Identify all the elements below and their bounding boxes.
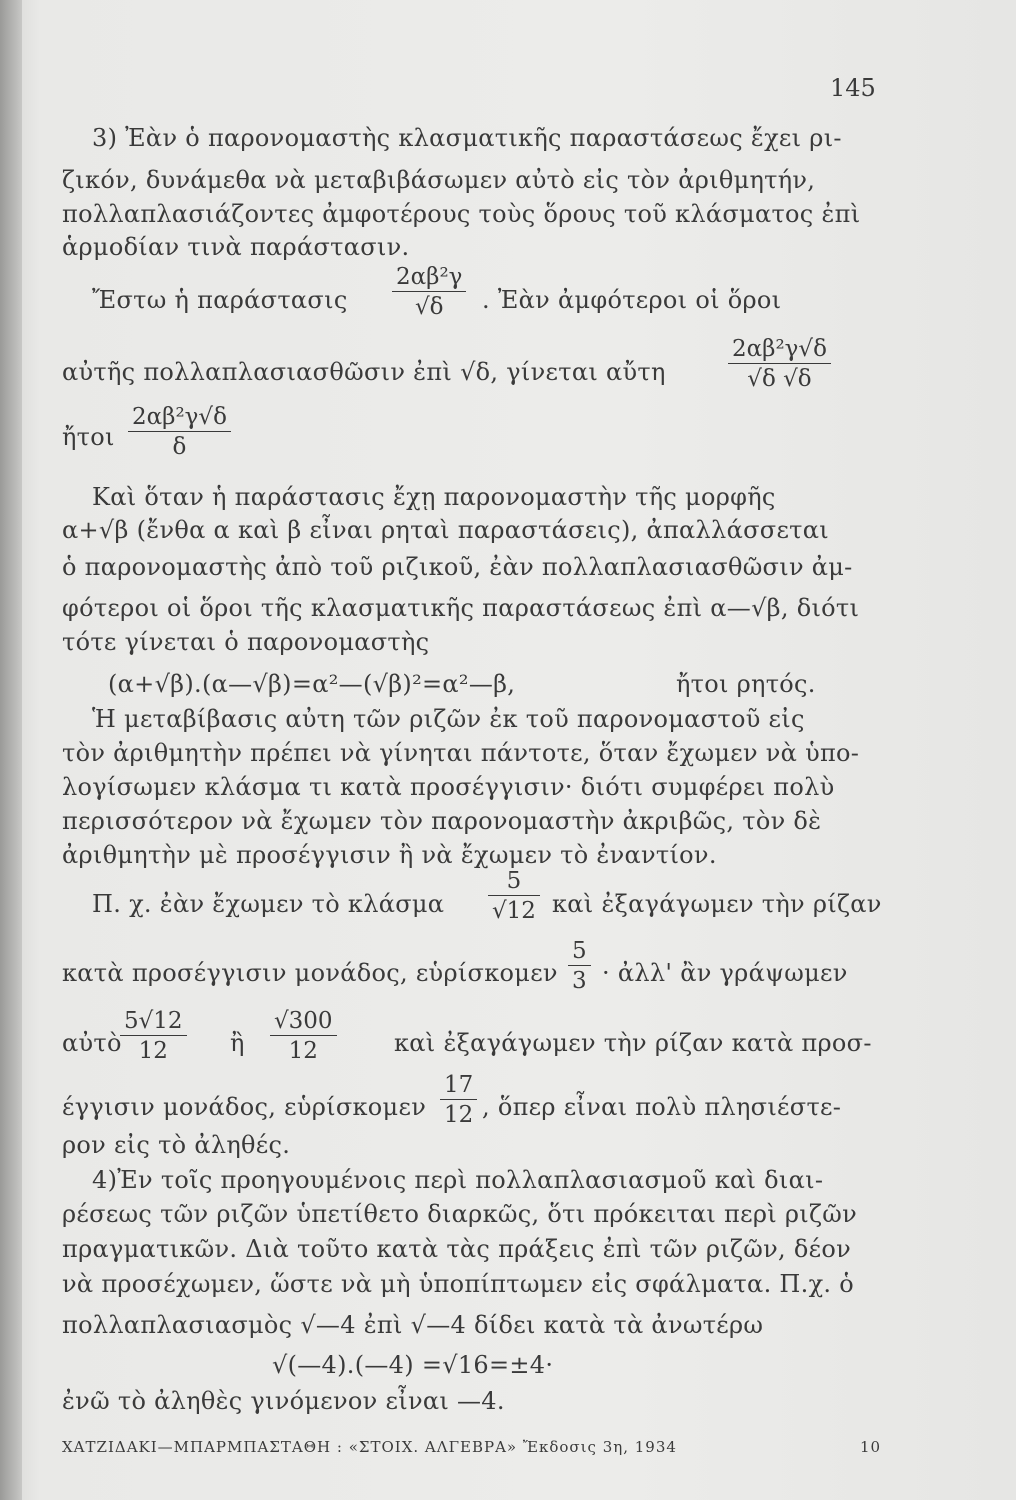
- text-line: . Ἐὰν ἀμφότεροι οἱ ὅροι: [482, 286, 782, 314]
- fraction-rationalized: 2αβ²γ√δ √δ √δ: [728, 336, 831, 392]
- text-line: ἤτοι ρητός.: [676, 670, 816, 698]
- text-line: , ὅπερ εἶναι πολὺ πλησιέστε-: [482, 1093, 842, 1121]
- text-line: πολλαπλασιασμὸς √—4 ἐπὶ √—4 δίδει κατὰ τὰ ἀνωτέρω: [62, 1311, 764, 1339]
- equation: (α+√β).(α—√β)=α²—(√β)²=α²—β,: [108, 670, 516, 698]
- text-line: Π. χ. ἐὰν ἔχωμεν τὸ κλάσμα: [92, 890, 445, 918]
- page-number: 145: [830, 74, 876, 102]
- text-line: ρον εἰς τὸ ἀληθές.: [62, 1131, 291, 1159]
- text-line: Καὶ ὅταν ἡ παράστασις ἔχῃ παρονομαστὴν τῆς μορφῆς: [92, 483, 776, 511]
- text-line: αὐτῆς πολλαπλασιασθῶσιν ἐπὶ √δ, γίνεται αὔτη: [62, 358, 666, 386]
- footer-imprint: ΧΑΤΖΙΔΑΚΙ—ΜΠΑΡΜΠΑΣΤΑΘΗ : «ΣΤΟΙΧ. ΑΛΓΕΒΡΑ» Ἔκδοσις 3η, 1934: [62, 1438, 677, 1456]
- fraction-5-over-root12: 5 √12: [488, 868, 540, 924]
- fraction-root300-over-12: √300 12: [270, 1008, 337, 1064]
- text-line: φότεροι οἱ ὅροι τῆς κλασματικῆς παραστάσεως ἐπὶ α—√β, διότι: [62, 594, 860, 622]
- equation: √(—4).(—4) =√16=±4·: [272, 1351, 554, 1379]
- text-line: κατὰ προσέγγισιν μονάδος, εὑρίσκομεν: [62, 959, 558, 987]
- text-line: · ἀλλ' ἂν γράψωμεν: [602, 959, 848, 987]
- text-line: ἤτοι: [62, 423, 115, 451]
- text-line: ρέσεως τῶν ριζῶν ὑπετίθετο διαρκῶς, ὅτι πρόκειται περὶ ριζῶν: [62, 1200, 858, 1228]
- fraction-5-over-3: 5 3: [568, 938, 591, 994]
- text-line: τότε γίνεται ὁ παρονομαστὴς: [62, 628, 430, 656]
- text-line: 3) Ἐὰν ὁ παρονομαστὴς κλασματικῆς παραστάσεως ἔχει ρι-: [92, 124, 842, 152]
- text-line: πολλαπλασιάζοντες ἀμφοτέρους τοὺς ὅρους τοῦ κλάσματος ἐπὶ: [62, 200, 861, 228]
- text-line: ἢ: [230, 1029, 245, 1057]
- text-line: ἁρμοδίαν τινὰ παράστασιν.: [62, 233, 410, 261]
- text-line: περισσότερον νὰ ἔχωμεν τὸν παρονομαστὴν ἀκριβῶς, τὸν δὲ: [62, 807, 822, 835]
- page-spine-shadow: [0, 0, 22, 1500]
- text-line: Ἡ μεταβίβασις αὐτη τῶν ριζῶν ἐκ τοῦ παρονομαστοῦ εἰς: [92, 705, 805, 733]
- fraction-result: 2αβ²γ√δ δ: [128, 404, 231, 460]
- text-line: ὁ παρονομαστὴς ἀπὸ τοῦ ριζικοῦ, ἐὰν πολλαπλασιασθῶσιν ἀμ-: [62, 553, 853, 581]
- text-line: α+√β (ἔνθα α καὶ β εἶναι ρηταὶ παραστάσεις), ἀπαλλάσσεται: [62, 516, 829, 544]
- text-line: Ἔστω ἡ παράστασις: [92, 286, 348, 314]
- fraction-2abg-over-rootd: 2αβ²γ √δ: [392, 264, 466, 320]
- text-line: λογίσωμεν κλάσμα τι κατὰ προσέγγισιν· διότι συμφέρει πολὺ: [62, 773, 835, 801]
- text-line: αὐτὸ: [62, 1029, 122, 1057]
- text-line: καὶ ἐξαγάγωμεν τὴν ρίζαν κατὰ προσ-: [394, 1029, 872, 1057]
- text-line: ζικόν, δυνάμεθα νὰ μεταβιβάσωμεν αὐτὸ εἰς τὸν ἀριθμητήν,: [62, 166, 816, 194]
- text-line: έγγισιν μονάδος, εὑρίσκομεν: [62, 1093, 427, 1121]
- text-line: νὰ προσέχωμεν, ὥστε νὰ μὴ ὑποπίπτωμεν εἰς σφάλματα. Π.χ. ὁ: [62, 1270, 855, 1298]
- text-line: τὸν ἀριθμητὴν πρέπει νὰ γίνηται πάντοτε, ὅταν ἔχωμεν νὰ ὑπο-: [62, 739, 860, 767]
- text-line: ἀριθμητὴν μὲ προσέγγισιν ἢ νὰ ἔχωμεν τὸ ἐναντίον.: [62, 841, 717, 869]
- text-line: ἐνῶ τὸ ἀληθὲς γινόμενον εἶναι —4.: [62, 1387, 505, 1415]
- fraction-5root12-over-12: 5√12 12: [120, 1008, 187, 1064]
- text-line: πραγματικῶν. Διὰ τοῦτο κατὰ τὰς πράξεις ἐπὶ τῶν ριζῶν, δέον: [62, 1235, 852, 1263]
- fraction-17-over-12: 17 12: [440, 1072, 477, 1128]
- signature-mark: 10: [860, 1438, 882, 1456]
- text-line: καὶ ἐξαγάγωμεν τὴν ρίζαν: [552, 890, 882, 918]
- text-line: 4)Ἐν τοῖς προηγουμένοις περὶ πολλαπλασιασμοῦ καὶ διαι-: [92, 1166, 824, 1194]
